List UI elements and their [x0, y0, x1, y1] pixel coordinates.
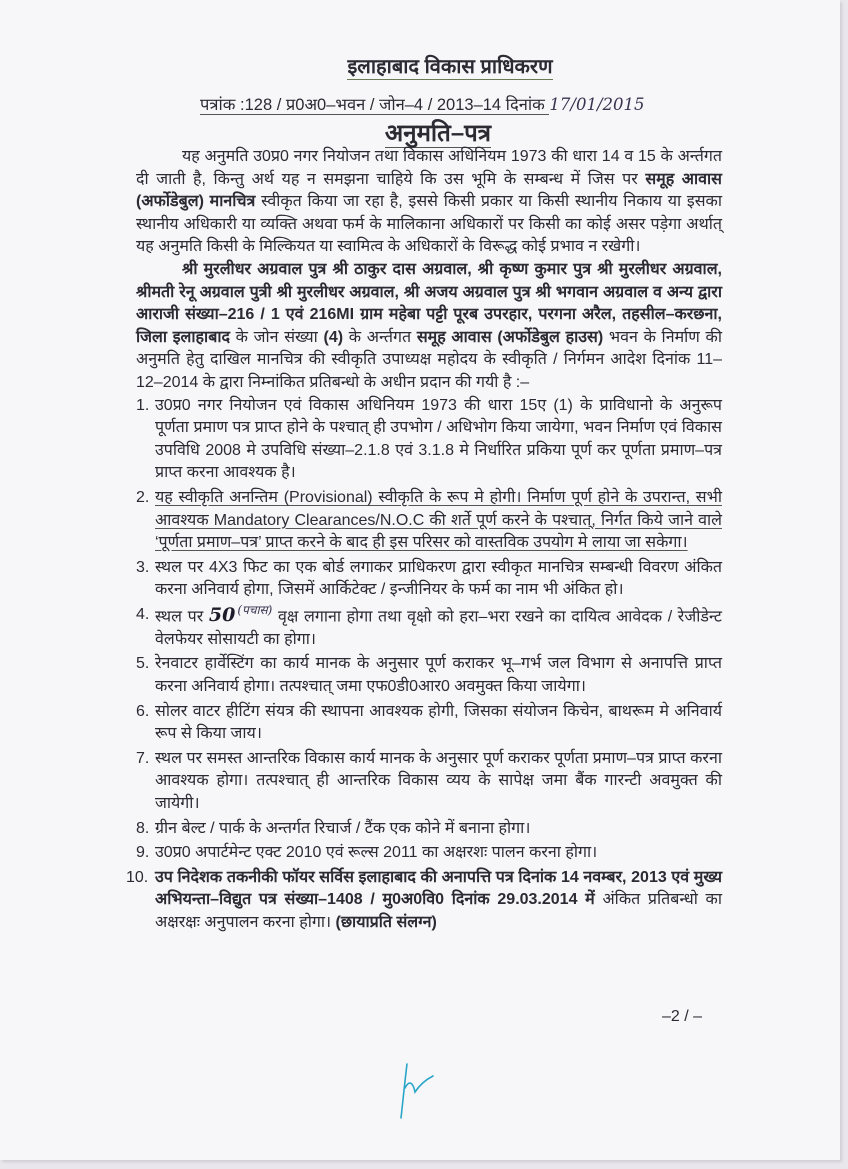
text-segment: रेनवाटर हार्वेस्टिंग का कार्य मानक के अनुसार पूर्ण कराकर भू–गर्भ जल विभाग से अनापत्ति प्राप्त करना अनिवार्य होगा। तत्पश्चात् जमा एफ0डी0आर0 अवमुक्त किया जायेगा।	[155, 655, 722, 695]
document-body	[126, 146, 722, 937]
text-segment: श्री मुरलीधर अग्रवाल पुत्र श्री ठाकुर दास अग्रवाल, श्री कृष्ण कुमार पुत्र श्री मुरलीधर अग्रवाल, श्रीमती रेनू अग्रवाल पुत्री श्री मुरलीधर अग्रवाल, श्री अजय अग्रवाल पुत्र श्री भगवान अग्रवाल व अन्य द्वारा आराजी संख्या–216 / 1 एवं 216MI ग्राम महेबा पट्टी पूरब उपरहार, परगना अरैल, तहसील–करछना, जिला इलाहाबाद	[136, 260, 722, 346]
condition-item	[136, 701, 722, 746]
condition-item	[126, 867, 722, 935]
text-segment: स्थल पर 4X3 फिट का एक बोर्ड लगाकर प्राधिकरण द्वारा स्वीकृत मानचित्र सम्बन्धी विवरण अंकित करना अनिवार्य होगा, जिसमें आर्किटेक्ट / इन्जीनियर के फर्म का नाम भी अंकित हो।	[155, 558, 722, 599]
condition-item	[136, 653, 722, 698]
condition-item	[136, 818, 722, 841]
condition-number: 3.	[136, 558, 150, 576]
reference-number: पत्रांक :128 / प्र0अ0–भवन / जोन–4 / 2013–14 दिनांक	[200, 96, 550, 114]
text-segment: के जोन संख्या	[229, 328, 324, 346]
handwritten-number	[209, 604, 272, 626]
document-heading	[0, 116, 848, 149]
condition-number: 1.	[136, 396, 150, 414]
condition-number: 4.	[136, 605, 150, 623]
page-continuation-marker: –2 / –	[662, 1008, 703, 1025]
document-heading-text: अनुमति–पत्र	[384, 120, 492, 147]
text-segment: उ0प्र0 नगर नियोजन एवं विकास अधिनियम 1973 की धारा 15ए (1) के प्राविधानो के अनुरूप पूर्णता प्रमाण पत्र प्राप्त होने के पश्चात् ही उपभोग / अधिभोग किया जायेगा, भवन निर्माण एवं विकास उपविधि 2008 मे उपविधि संख्या–2.1.8 एवं 3.1.8 मे निर्धारित प्रकिया पूर्ण कर पूर्णता प्रमाण–पत्र प्राप्त करना आवश्यक है।	[155, 396, 722, 482]
handwritten-value: 50	[208, 604, 236, 627]
text-segment: उ0प्र0 अपार्टमेन्ट एक्ट 2010 एवं रूल्स 2011 का अक्षरशः पालन करना होगा।	[155, 844, 598, 862]
condition-item	[136, 487, 722, 555]
condition-number: 7.	[136, 749, 150, 767]
text-segment: के अर्न्तगत	[343, 328, 417, 346]
text-segment: स्थल पर समस्त आन्तरिक विकास कार्य मानक के अनुसार पूर्ण कराकर पूर्णता प्रमाण–पत्र प्राप्त करना आवश्यक होगा। तत्पश्चात् ही आन्तरिक विकास व्यय के सापेक्ष जमा बैंक गारन्टी अवमुक्त की जायेगी।	[155, 749, 722, 812]
authority-title-text: इलाहाबाद विकास प्राधिकरण	[347, 56, 553, 78]
text-segment: यह अनुमति उ0प्र0 नगर नियोजन तथा विकास अधिनियम 1973 की धारा 14 व 15 के अर्न्तगत दी जाती है, किन्तु अर्थ यह न समझना चाहिये कि उस भूमि के सम्बन्ध में जिस पर	[136, 148, 722, 188]
condition-number: 9.	[136, 844, 150, 862]
condition-item	[136, 557, 722, 602]
text-segment: अंकित प्रतिबन्धो का अक्षरक्षः अनुपालन करना होगा।	[155, 891, 722, 931]
condition-item	[136, 842, 722, 865]
condition-number: 2.	[136, 488, 150, 506]
paragraph	[136, 146, 722, 259]
text-segment: ग्रीन बेल्ट / पार्क के अन्तर्गत रिचार्ज / टैंक एक कोने में बनाना होगा।	[155, 819, 531, 837]
text-segment: समूह आवास (अर्फोडेबुल हाउस)	[416, 328, 604, 346]
condition-number: 6.	[136, 702, 150, 720]
authority-title	[0, 52, 848, 79]
text-segment: यह स्वीकृति अनन्तिम (Provisional) स्वीकृति के रूप मे होगी। निर्माण पूर्ण होने के उपरान्त, सभी आवश्यक Mandatory Clearances/N.O.C की शर्ते पूर्ण करने के पश्चात्, निर्गत किये जाने वाले ‘पूर्णता प्रमाण–पत्र’ प्राप्त करने के बाद ही इस परिसर को वास्तविक उपयोग मे लाया जा सकेगा।	[155, 488, 722, 552]
handwritten-date: 17/01/2015	[549, 95, 645, 114]
condition-item	[136, 748, 722, 816]
text-segment: भवन के निर्माण की अनुमति हेतु दाखिल मानचित्र की स्वीकृति उपाध्यक्ष महोदय के स्वीकृति / निर्गमन आदेश दिनांक 11–12–2014 के द्वारा निम्नांकित प्रतिबन्धो के अधीन प्रदान की गयी है :–	[136, 328, 722, 391]
condition-item	[136, 604, 722, 652]
text-segment: (4)	[323, 328, 344, 346]
handwritten-annotation: (पचास)	[237, 602, 273, 617]
text-segment: (छायाप्रति संलग्न)	[335, 913, 437, 931]
condition-number: 10.	[126, 868, 149, 886]
text-segment: समूह आवास (अर्फोडेबुल) मानचित्र	[136, 170, 722, 211]
paragraph	[136, 259, 722, 395]
text-segment: सोलर वाटर हीटिंग संयत्र की स्थापना आवश्यक होगी, जिसका संयोजन किचेन, बाथरूम मे अनिवार्य रूप से किया जाय।	[155, 702, 722, 743]
condition-number: 5.	[136, 655, 150, 673]
text-segment: उप निदेशक तकनीकी फॉयर सर्विस इलाहाबाद की अनापत्ति पत्र दिनांक 14 नवम्बर, 2013 एवं मुख्य अभियन्ता–विद्युत पत्र संख्या–1408 / मु0अ0वि0 दिनांक 29.03.2014 में	[155, 868, 722, 909]
condition-number: 8.	[136, 819, 150, 837]
text-segment: वृक्ष लगाना होगा तथा वृक्षो को हरा–भरा रखने का दायित्व आवेदक / रेजीडेन्ट वेलफेयर सोसायटी का होगा।	[155, 608, 722, 648]
text-segment: स्थल पर	[155, 608, 209, 626]
reference-line	[200, 92, 645, 115]
condition-item	[136, 395, 722, 485]
text-segment: स्वीकृत किया जा रहा है, इससे किसी प्रकार या किसी स्थानीय निकाय या इसका स्थानीय अधिकारी या व्यक्ति अथवा फर्म के मालिकाना अधिकारों पर किसी का कोई असर पड़ेगा अर्थात् यह अनुमति किसी के मिल्कियत या स्वामित्व के अधिकारों के विरूद्ध कोई प्रभाव न रखेगी।	[136, 193, 722, 256]
signature	[395, 1060, 445, 1125]
